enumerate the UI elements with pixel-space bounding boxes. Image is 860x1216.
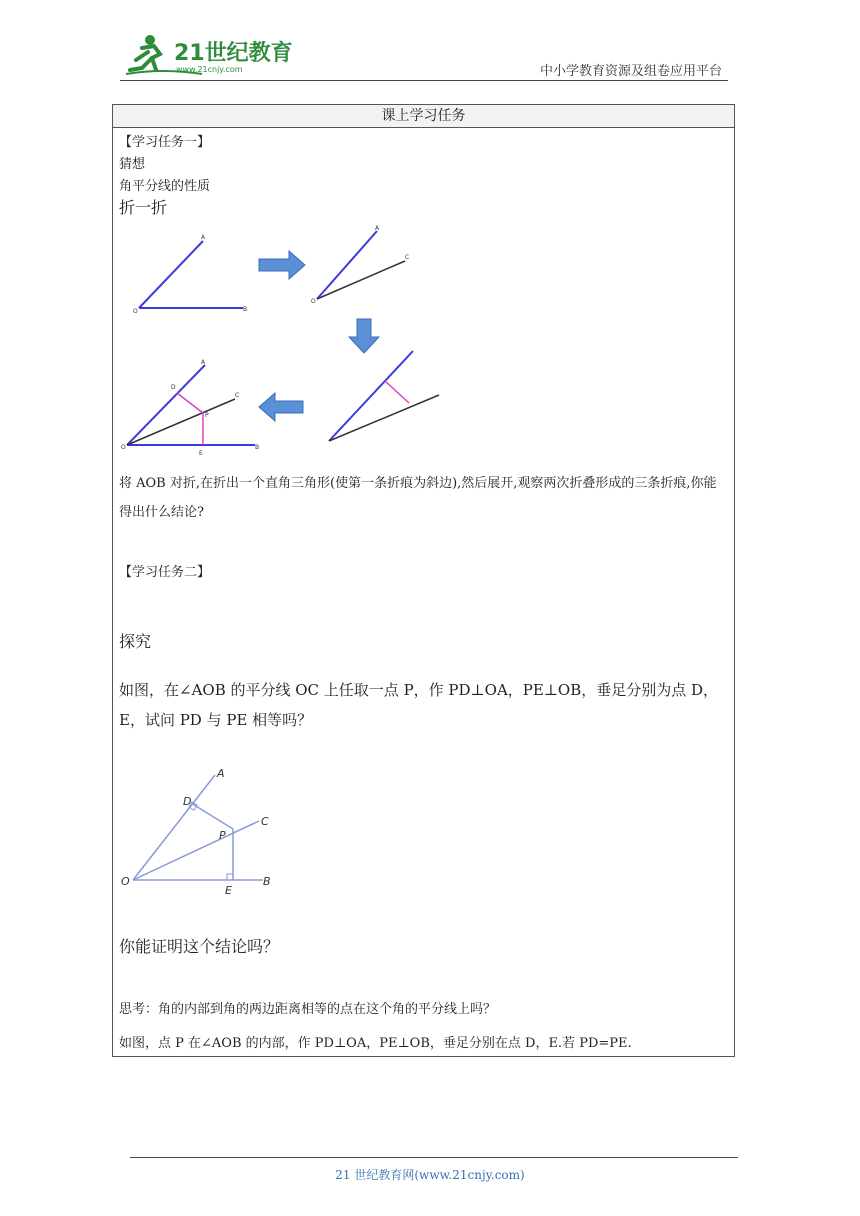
label-B: B xyxy=(263,875,271,888)
label-E: E xyxy=(225,884,232,897)
site-name: 中小学教育资源及组卷应用平台 xyxy=(539,64,722,79)
task1-fold: 折一折 xyxy=(119,198,168,217)
task2-figure-text: 如图，点 P 在∠AOB 的内部，作 PD⊥OA，PE⊥OB，垂足分别在点 D，E.若 PD=PE. xyxy=(119,1036,632,1051)
label-A2: A xyxy=(375,225,380,232)
site-logo xyxy=(122,30,292,80)
label-A: A xyxy=(217,767,225,780)
table-title: 课上学习任务 xyxy=(113,105,734,128)
task2-prove: 你能证明这个结论吗？ xyxy=(119,937,280,956)
label-E3: E xyxy=(199,450,203,457)
footer-link[interactable]: 21 世纪教育网(www.21cnjy.com) xyxy=(335,1168,525,1182)
label-B1: B xyxy=(243,306,248,313)
task2-question: 如图，在∠AOB 的平分线 OC 上任取一点 P，作 PD⊥OA，PE⊥OB，垂足分别为点 D，E，试问 PD 与 PE 相等吗？ xyxy=(119,681,719,729)
arrow-right-icon xyxy=(259,251,305,279)
task2-explore: 探究 xyxy=(119,632,152,651)
fold-step3-figure xyxy=(329,351,439,441)
label-O1: O xyxy=(133,308,138,315)
learning-task-table xyxy=(112,104,735,1057)
label-O2: O xyxy=(311,298,316,305)
label-A3: A xyxy=(201,359,206,366)
logo-text: 21世纪教育 xyxy=(174,41,293,66)
fold-step2-figure xyxy=(311,225,409,305)
label-A1: A xyxy=(201,234,206,241)
label-C3: C xyxy=(235,392,240,399)
label-P: P xyxy=(219,829,226,842)
label-C: C xyxy=(261,815,269,828)
fold-result-figure xyxy=(121,359,259,457)
fold-step1-figure xyxy=(133,234,247,315)
label-D: D xyxy=(183,795,192,808)
label-P3: P xyxy=(205,412,209,419)
task2-think: 思考：角的内部到角的两边距离相等的点在这个角的平分线上吗？ xyxy=(119,1002,497,1017)
footer-divider xyxy=(130,1157,738,1158)
task2-heading: 【学习任务二】 xyxy=(119,565,211,580)
task1-paragraph: 将 AOB 对折,在折出一个直角三角形(使第一条折痕为斜边),然后展开,观察两次折叠形成的三条折痕,你能得出什么结论? xyxy=(119,476,717,520)
label-O: O xyxy=(121,875,130,888)
label-D3: D xyxy=(171,384,176,391)
logo-subtext: www.21cnjy.com xyxy=(176,65,243,74)
task1-guess: 猜想 xyxy=(119,157,146,172)
label-C2: C xyxy=(405,254,410,261)
folding-figure xyxy=(113,223,453,457)
task1-topic: 角平分线的性质 xyxy=(119,179,211,194)
bisector-figure xyxy=(117,765,287,895)
label-B3: B xyxy=(255,444,260,451)
arrow-down-icon xyxy=(349,319,379,353)
label-O3: O xyxy=(121,444,126,451)
header-divider xyxy=(120,80,728,81)
arrow-left-icon xyxy=(259,393,303,421)
task1-heading: 【学习任务一】 xyxy=(119,135,211,150)
